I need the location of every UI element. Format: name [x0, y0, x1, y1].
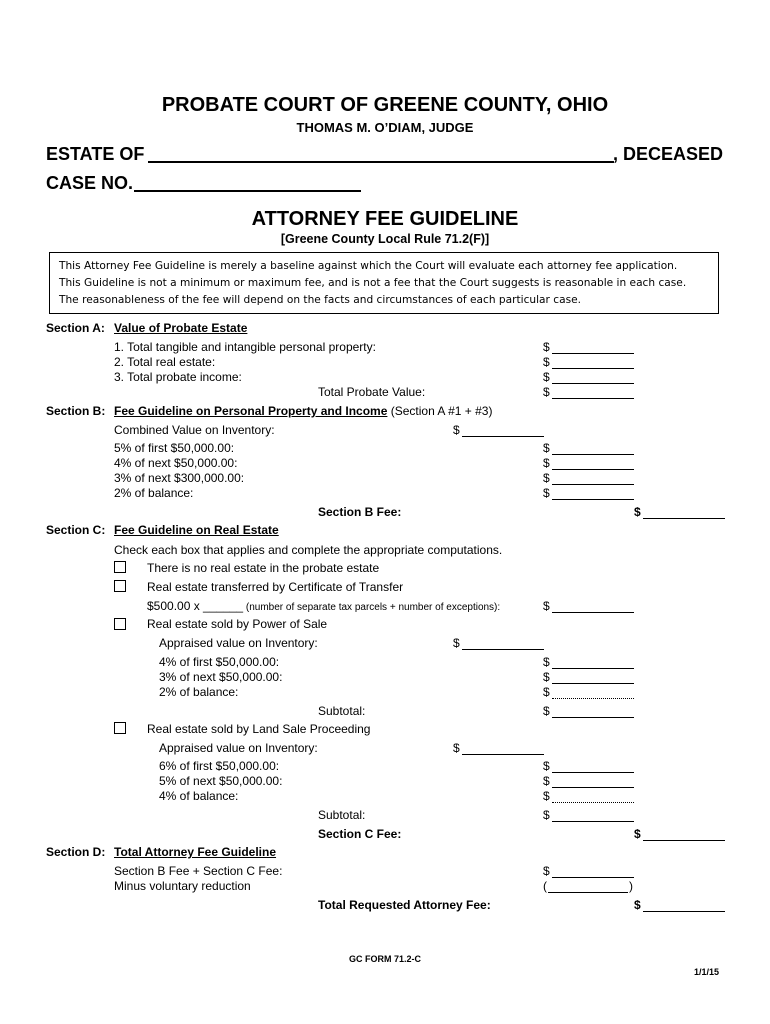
- power-rate-field[interactable]: [552, 698, 634, 699]
- section-c-heading: Fee Guideline on Real Estate: [114, 523, 279, 537]
- probate-income-field[interactable]: [552, 383, 634, 384]
- section-b-rate-field[interactable]: [552, 469, 634, 470]
- total-probate-value-field[interactable]: [552, 398, 634, 399]
- dollar-sign: $: [543, 670, 550, 684]
- dollar-sign: $: [634, 505, 641, 519]
- dollar-sign: $: [543, 370, 550, 384]
- dollar-sign: $: [543, 808, 550, 822]
- section-a-heading: Value of Probate Estate: [114, 321, 248, 335]
- dollar-sign: $: [543, 456, 550, 470]
- section-b-rate: 2% of balance:: [114, 486, 194, 500]
- case-number-field[interactable]: [134, 190, 361, 192]
- real-estate-field[interactable]: [552, 368, 634, 369]
- section-a-item: 3. Total probate income:: [114, 370, 242, 384]
- total-requested-fee-label: Total Requested Attorney Fee:: [318, 898, 491, 912]
- section-b-label: Section B:: [46, 404, 106, 418]
- dollar-sign: $: [543, 441, 550, 455]
- dollar-sign: $: [543, 704, 550, 718]
- section-b-rate-field[interactable]: [552, 484, 634, 485]
- reduction-field[interactable]: [548, 892, 628, 893]
- intro-notice-box: [49, 252, 719, 314]
- section-b-heading-text: Fee Guideline on Personal Property and Income: [114, 404, 388, 418]
- land-rate: 6% of first $50,000.00:: [159, 759, 280, 773]
- section-b-rate: 4% of next $50,000.00:: [114, 456, 238, 470]
- dollar-sign: $: [543, 471, 550, 485]
- dollar-sign: $: [543, 774, 550, 788]
- land-rate-field[interactable]: [552, 787, 634, 788]
- form-title: ATTORNEY FEE GUIDELINE: [251, 208, 519, 230]
- power-subtotal-field[interactable]: [552, 717, 634, 718]
- dollar-sign: $: [543, 759, 550, 773]
- power-appraised-label: Appraised value on Inventory:: [159, 636, 318, 650]
- section-b-rate-field[interactable]: [552, 499, 634, 500]
- personal-property-field[interactable]: [552, 353, 634, 354]
- land-rate: 5% of next $50,000.00:: [159, 774, 283, 788]
- section-b-fee-field[interactable]: [643, 518, 725, 519]
- dollar-sign: $: [543, 599, 550, 613]
- paren-open: (: [543, 879, 547, 893]
- section-c-fee-field[interactable]: [643, 840, 725, 841]
- land-rate-field[interactable]: [552, 802, 634, 803]
- section-b-rate: 5% of first $50,000.00:: [114, 441, 235, 455]
- section-b-heading-note: (Section A #1 + #3): [387, 404, 493, 418]
- land-sale-label: Real estate sold by Land Sale Proceeding: [147, 722, 371, 736]
- land-appraised-label: Appraised value on Inventory:: [159, 741, 318, 755]
- estate-of-label: ESTATE OF: [46, 144, 145, 164]
- power-of-sale-checkbox[interactable]: [114, 618, 126, 630]
- section-d-heading: Total Attorney Fee Guideline: [114, 845, 277, 859]
- certificate-calc-text: $500.00 x ______: [147, 599, 244, 613]
- section-a-item: 2. Total real estate:: [114, 355, 216, 369]
- no-real-estate-label: There is no real estate in the probate estate: [147, 561, 380, 575]
- total-requested-fee-field[interactable]: [643, 911, 725, 912]
- certificate-calc-note: (number of separate tax parcels + number of exceptions):: [243, 602, 501, 613]
- dollar-sign: $: [543, 655, 550, 669]
- form-subtitle: [Greene County Local Rule 71.2(F)]: [280, 232, 490, 246]
- section-c-fee-label: Section C Fee:: [318, 827, 402, 841]
- dollar-sign: $: [543, 789, 550, 803]
- certificate-transfer-label: Real estate transferred by Certificate of Transfer: [147, 580, 404, 594]
- dollar-sign: $: [634, 898, 641, 912]
- dollar-sign: $: [543, 340, 550, 354]
- land-appraised-field[interactable]: [462, 754, 544, 755]
- land-subtotal-label: Subtotal:: [318, 808, 366, 822]
- power-rate: 4% of first $50,000.00:: [159, 655, 280, 669]
- section-d-sum-label: Section B Fee + Section C Fee:: [114, 864, 283, 878]
- estate-name-field[interactable]: [148, 161, 614, 163]
- power-of-sale-label: Real estate sold by Power of Sale: [147, 617, 328, 631]
- power-rate-field[interactable]: [552, 668, 634, 669]
- land-subtotal-field[interactable]: [552, 821, 634, 822]
- intro-line: This Guideline is not a minimum or maximum fee, and is not a fee that the Court suggests is reasonable in each case.: [59, 277, 687, 289]
- dollar-sign: $: [543, 864, 550, 878]
- section-b-rate-field[interactable]: [552, 454, 634, 455]
- dollar-sign: $: [543, 385, 550, 399]
- form-date: 1/1/15: [694, 967, 720, 977]
- dollar-sign: $: [453, 423, 460, 437]
- certificate-fee-field[interactable]: [552, 612, 634, 613]
- section-a-label: Section A:: [46, 321, 105, 335]
- intro-line: The reasonableness of the fee will depend on the facts and circumstances of each particular case.: [59, 294, 581, 306]
- section-b-fee-label: Section B Fee:: [318, 505, 402, 519]
- case-no-label: CASE NO.: [46, 173, 134, 193]
- dollar-sign: $: [453, 741, 460, 755]
- certificate-transfer-checkbox[interactable]: [114, 580, 126, 592]
- power-rate: 2% of balance:: [159, 685, 239, 699]
- dollar-sign: $: [543, 685, 550, 699]
- section-d-sum-field[interactable]: [552, 877, 634, 878]
- section-c-instruction: Check each box that applies and complete the appropriate computations.: [114, 543, 503, 557]
- form-id: GC FORM 71.2-C: [348, 954, 421, 964]
- combined-value-field[interactable]: [462, 436, 544, 437]
- power-rate-field[interactable]: [552, 683, 634, 684]
- deceased-label: , DECEASED: [613, 144, 724, 164]
- dollar-sign: $: [634, 827, 641, 841]
- dollar-sign: $: [453, 636, 460, 650]
- land-rate: 4% of balance:: [159, 789, 239, 803]
- land-sale-checkbox[interactable]: [114, 722, 126, 734]
- paren-close: ): [629, 879, 633, 893]
- dollar-sign: $: [543, 355, 550, 369]
- section-b-heading: [114, 404, 492, 418]
- judge-name: THOMAS M. O’DIAM, JUDGE: [296, 120, 474, 135]
- combined-value-label: Combined Value on Inventory:: [114, 423, 275, 437]
- no-real-estate-checkbox[interactable]: [114, 561, 126, 573]
- power-subtotal-label: Subtotal:: [318, 704, 366, 718]
- section-c-label: Section C:: [46, 523, 106, 537]
- intro-line: This Attorney Fee Guideline is merely a baseline against which the Court will evaluate each attorney fee application.: [59, 260, 678, 272]
- section-a-item: 1. Total tangible and intangible personal property:: [114, 340, 376, 354]
- section-d-label: Section D:: [46, 845, 106, 859]
- power-rate: 3% of next $50,000.00:: [159, 670, 283, 684]
- total-probate-value-label: Total Probate Value:: [318, 385, 426, 399]
- dollar-sign: $: [543, 486, 550, 500]
- court-name: PROBATE COURT OF GREENE COUNTY, OHIO: [161, 94, 609, 116]
- land-rate-field[interactable]: [552, 772, 634, 773]
- certificate-calc: [147, 599, 500, 615]
- power-appraised-field[interactable]: [462, 649, 544, 650]
- section-b-rate: 3% of next $300,000.00:: [114, 471, 245, 485]
- reduction-label: Minus voluntary reduction: [114, 879, 251, 893]
